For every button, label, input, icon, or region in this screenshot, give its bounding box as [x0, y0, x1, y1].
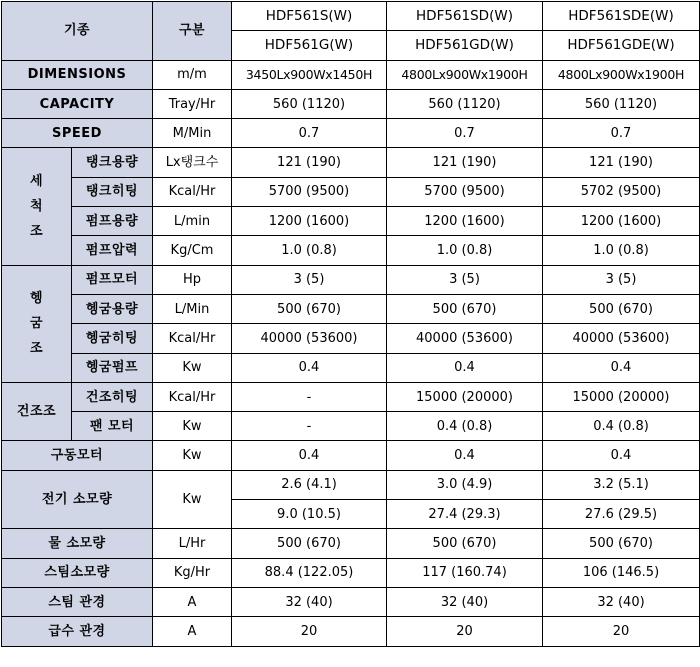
- row-label: 헹굼히팅: [72, 324, 153, 353]
- cell-value: 560 (1120): [232, 89, 387, 118]
- cell-value: 560 (1120): [543, 89, 700, 118]
- row-speed: [2, 119, 700, 148]
- row-unit: M/Min: [153, 119, 232, 148]
- row-capacity: [2, 89, 700, 118]
- row-unit: Kg/Hr: [153, 558, 232, 587]
- row-unit: Kw: [153, 470, 232, 529]
- model-name-2-bottom: HDF561GD(W): [387, 31, 543, 60]
- cell-value: 117 (160.74): [387, 558, 543, 587]
- row-unit: L/min: [153, 207, 232, 236]
- cell-value: 4800Lx900Wx1900H: [387, 60, 543, 89]
- cell-value: 500 (670): [232, 294, 387, 323]
- cell-value: 40000 (53600): [387, 324, 543, 353]
- group-label-drying: 건조조: [2, 382, 72, 441]
- cell-value: 15000 (20000): [387, 382, 543, 411]
- row-label: 헹굼펌프: [72, 353, 153, 382]
- header-unit: 구분: [153, 2, 232, 61]
- cell-value: 3 (5): [543, 265, 700, 294]
- row-drying-heating: [2, 382, 700, 411]
- row-label: 팬 모터: [72, 412, 153, 441]
- cell-value: 40000 (53600): [232, 324, 387, 353]
- cell-value: 20: [387, 617, 543, 646]
- cell-value: 0.7: [232, 119, 387, 148]
- cell-value: 0.4: [387, 353, 543, 382]
- row-label: SPEED: [2, 119, 153, 148]
- cell-value: 1.0 (0.8): [232, 236, 387, 265]
- row-drying-fan-motor: [2, 412, 700, 441]
- row-label: 급수 관경: [2, 617, 153, 646]
- row-label: 물 소모량: [2, 529, 153, 558]
- cell-value: 500 (670): [232, 529, 387, 558]
- cell-value: 560 (1120): [387, 89, 543, 118]
- cell-value: 1200 (1600): [543, 207, 700, 236]
- cell-value: 32 (40): [387, 587, 543, 616]
- row-label: 구동모터: [2, 441, 153, 470]
- row-washing-tank-capacity: [2, 148, 700, 177]
- cell-value: -: [232, 382, 387, 411]
- cell-value: 15000 (20000): [543, 382, 700, 411]
- group-label-text: 세척조: [29, 174, 44, 240]
- cell-value: 3 (5): [232, 265, 387, 294]
- row-label: 탱크히팅: [72, 177, 153, 206]
- group-label-washing: [2, 148, 72, 265]
- cell-value: 1200 (1600): [387, 207, 543, 236]
- cell-value: 500 (670): [543, 294, 700, 323]
- row-unit: Tray/Hr: [153, 89, 232, 118]
- cell-value: 0.4: [543, 353, 700, 382]
- header-category: 기종: [2, 2, 153, 61]
- cell-value: 32 (40): [232, 587, 387, 616]
- cell-value: 20: [232, 617, 387, 646]
- row-unit: Lx탱크수: [153, 148, 232, 177]
- row-rinsing-capacity: [2, 294, 700, 323]
- cell-value: 106 (146.5): [543, 558, 700, 587]
- cell-value: -: [232, 412, 387, 441]
- row-drive-motor: [2, 441, 700, 470]
- model-name-3-top: HDF561SDE(W): [543, 2, 700, 31]
- cell-value: 32 (40): [543, 587, 700, 616]
- row-label: 스팀소모량: [2, 558, 153, 587]
- cell-value: 500 (670): [543, 529, 700, 558]
- row-unit: m/m: [153, 60, 232, 89]
- row-unit: L/Min: [153, 294, 232, 323]
- row-power-consumption-a: [2, 470, 700, 499]
- row-washing-tank-heating: [2, 177, 700, 206]
- cell-value: 3450Lx900Wx1450H: [232, 60, 387, 89]
- row-washing-pump-pressure: [2, 236, 700, 265]
- model-name-1-top: HDF561S(W): [232, 2, 387, 31]
- cell-value: 27.4 (29.3): [387, 500, 543, 529]
- cell-value: 0.7: [387, 119, 543, 148]
- row-label: 탱크용량: [72, 148, 153, 177]
- cell-value: 0.4: [543, 441, 700, 470]
- row-unit: L/Hr: [153, 529, 232, 558]
- cell-value: 0.4: [387, 441, 543, 470]
- row-rinsing-pump: [2, 353, 700, 382]
- cell-value: 20: [543, 617, 700, 646]
- model-name-3-bottom: HDF561GDE(W): [543, 31, 700, 60]
- row-label: 펌프용량: [72, 207, 153, 236]
- row-dimensions: [2, 60, 700, 89]
- cell-value: 5702 (9500): [543, 177, 700, 206]
- row-unit: A: [153, 587, 232, 616]
- row-water-supply-pipe: [2, 617, 700, 646]
- cell-value: 3 (5): [387, 265, 543, 294]
- row-unit: Kcal/Hr: [153, 177, 232, 206]
- cell-value: 1.0 (0.8): [543, 236, 700, 265]
- cell-value: 5700 (9500): [387, 177, 543, 206]
- row-unit: A: [153, 617, 232, 646]
- cell-value: 9.0 (10.5): [232, 500, 387, 529]
- model-name-1-bottom: HDF561G(W): [232, 31, 387, 60]
- cell-value: 121 (190): [543, 148, 700, 177]
- row-label: 헹굼용량: [72, 294, 153, 323]
- cell-value: 0.4 (0.8): [543, 412, 700, 441]
- cell-value: 500 (670): [387, 294, 543, 323]
- cell-value: 40000 (53600): [543, 324, 700, 353]
- row-unit: Kw: [153, 412, 232, 441]
- row-label: DIMENSIONS: [2, 60, 153, 89]
- spec-table: [1, 1, 700, 647]
- cell-value: 121 (190): [387, 148, 543, 177]
- cell-value: 1200 (1600): [232, 207, 387, 236]
- row-rinsing-pump-motor: [2, 265, 700, 294]
- row-label: 펌프모터: [72, 265, 153, 294]
- cell-value: 3.0 (4.9): [387, 470, 543, 499]
- model-name-2-top: HDF561SD(W): [387, 2, 543, 31]
- cell-value: 27.6 (29.5): [543, 500, 700, 529]
- row-unit: Kw: [153, 353, 232, 382]
- row-unit: Kw: [153, 441, 232, 470]
- row-label: 스팀 관경: [2, 587, 153, 616]
- row-label: CAPACITY: [2, 89, 153, 118]
- row-steam-consumption: [2, 558, 700, 587]
- cell-value: 0.7: [543, 119, 700, 148]
- row-label: 펌프압력: [72, 236, 153, 265]
- cell-value: 4800Lx900Wx1900H: [543, 60, 700, 89]
- cell-value: 500 (670): [387, 529, 543, 558]
- row-rinsing-heating: [2, 324, 700, 353]
- row-unit: Kcal/Hr: [153, 324, 232, 353]
- cell-value: 5700 (9500): [232, 177, 387, 206]
- row-steam-pipe: [2, 587, 700, 616]
- group-label-rinsing: [2, 265, 72, 382]
- row-unit: Kg/Cm: [153, 236, 232, 265]
- row-water-consumption: [2, 529, 700, 558]
- cell-value: 2.6 (4.1): [232, 470, 387, 499]
- row-unit: Hp: [153, 265, 232, 294]
- cell-value: 0.4 (0.8): [387, 412, 543, 441]
- row-label: 전기 소모량: [2, 470, 153, 529]
- cell-value: 0.4: [232, 441, 387, 470]
- group-label-text: 헹굼조: [29, 291, 44, 357]
- cell-value: 121 (190): [232, 148, 387, 177]
- cell-value: 3.2 (5.1): [543, 470, 700, 499]
- row-unit: Kcal/Hr: [153, 382, 232, 411]
- cell-value: 88.4 (122.05): [232, 558, 387, 587]
- cell-value: 1.0 (0.8): [387, 236, 543, 265]
- header-row-top: [2, 2, 700, 31]
- row-label: 건조히팅: [72, 382, 153, 411]
- row-washing-pump-capacity: [2, 207, 700, 236]
- cell-value: 0.4: [232, 353, 387, 382]
